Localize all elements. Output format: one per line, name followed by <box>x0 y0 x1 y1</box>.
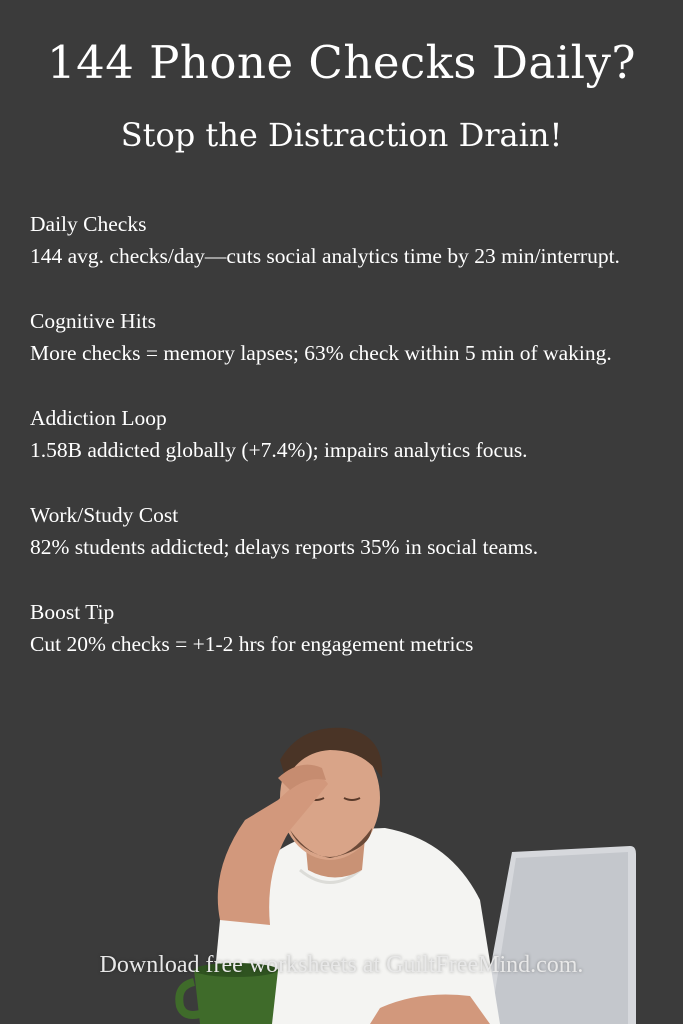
footer-cta: Download free worksheets at GuiltFreeMind.com. <box>99 952 584 978</box>
section-body: Cut 20% checks = +1-2 hrs for engagement metrics <box>30 632 474 656</box>
section-body: 1.58B addicted globally (+7.4%); impairs analytics focus. <box>30 438 528 462</box>
section-heading: Addiction Loop <box>30 406 167 430</box>
section-work-study-cost <box>30 499 660 563</box>
page-subtitle: Stop the Distraction Drain! <box>120 116 563 154</box>
page-title: 144 Phone Checks Daily? <box>46 36 637 89</box>
laptop-icon <box>480 846 636 1024</box>
section-heading: Work/Study Cost <box>30 503 179 527</box>
section-boost-tip <box>30 596 660 660</box>
stat-sections <box>30 208 660 693</box>
section-body: 82% students addicted; delays reports 35% in social teams. <box>30 535 539 559</box>
section-heading: Daily Checks <box>30 212 147 236</box>
section-heading: Cognitive Hits <box>30 309 157 333</box>
section-daily-checks <box>30 208 660 272</box>
section-addiction-loop <box>30 402 660 466</box>
section-body: 144 avg. checks/day—cuts social analytics time by 23 min/interrupt. <box>30 244 620 268</box>
section-heading: Boost Tip <box>30 600 115 624</box>
section-cognitive-hits <box>30 305 660 369</box>
section-body: More checks = memory lapses; 63% check within 5 min of waking. <box>30 341 612 365</box>
